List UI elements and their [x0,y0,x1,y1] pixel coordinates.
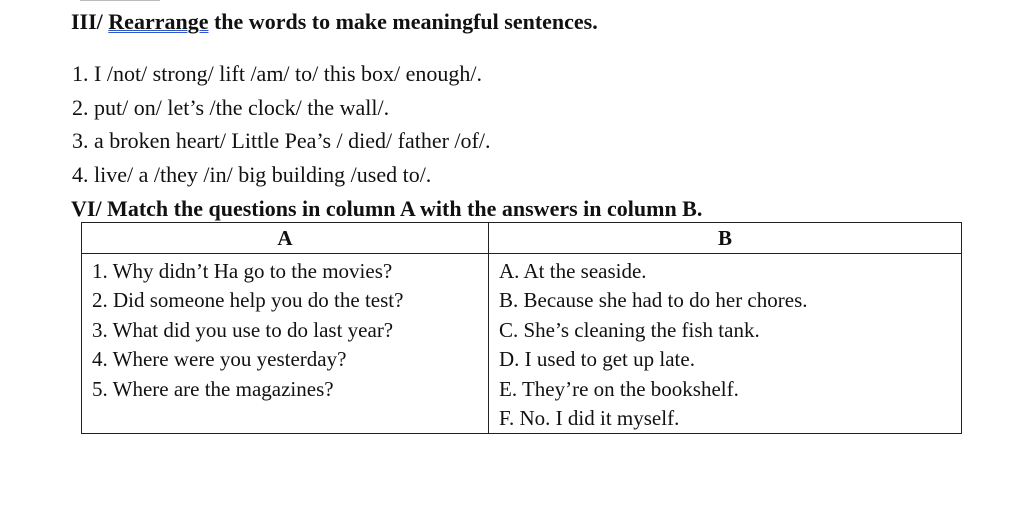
answer-item: A. At the seaside. [499,259,647,283]
question-item: 1. Why didn’t Ha go to the movies? [92,259,393,283]
cropped-text-fragment [80,0,160,1]
list-item: 1. I /not/ strong/ lift /am/ to/ this box/ enough/. [72,61,483,86]
section-3-keyword: Rearrange [108,9,209,34]
list-item: 2. put/ on/ let’s /the clock/ the wall/. [72,94,390,120]
section-3-heading [71,11,598,33]
section-3-number: III/ [71,9,103,34]
answer-item: B. Because she had to do her chores. [499,288,808,313]
table-row [82,254,962,434]
section-6-heading: VI/ Match the questions in column A with the answers in column B. [71,196,703,221]
rearrange-list [72,60,490,194]
answer-item: F. No. I did it myself. [499,405,680,430]
matching-table [81,222,962,434]
answer-item: C. She’s cleaning the fish tank. [499,317,760,342]
column-b-header: B [489,223,962,254]
list-item: 4. live/ a /they /in/ big building /used to/. [72,161,432,187]
section-3-instruction: the words to make meaningful sentences. [213,9,598,34]
question-item: 3. What did you use to do last year? [92,317,394,342]
answer-item: D. I used to get up late. [499,347,695,372]
column-a-header: A [82,223,489,254]
list-item: 3. a broken heart/ Little Pea’s / died/ father /of/. [72,128,491,153]
question-item: 4. Where were you yesterday? [92,347,347,372]
column-a-cell [82,254,489,434]
question-item: 5. Where are the magazines? [92,376,334,401]
question-item: 2. Did someone help you do the test? [92,288,404,313]
table-header-row [82,223,962,254]
answer-item: E. They’re on the bookshelf. [499,376,739,401]
column-b-cell [489,254,962,434]
